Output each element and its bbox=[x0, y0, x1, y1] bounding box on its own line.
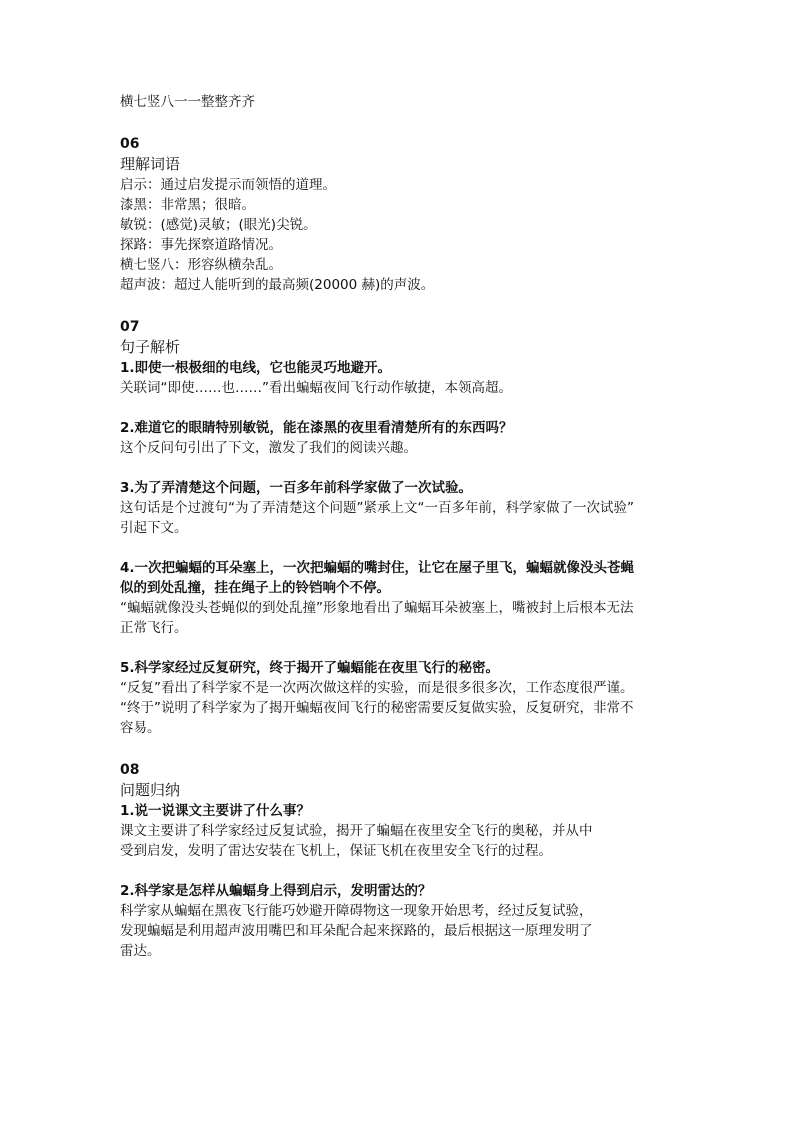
sentence-question: 似的到处乱撞，挂在绳子上的铃铛响个不停。 bbox=[120, 580, 390, 596]
sentence-analysis: “反复”看出了科学家不是一次两次做这样的实验，而是很多很多次，工作态度很严谨。 bbox=[120, 680, 634, 696]
definition-line: 横七竖八：形容纵横杂乱。 bbox=[120, 257, 282, 273]
sentence-question: 4.一次把蝙蝠的耳朵塞上，一次把蝙蝠的嘴封住，让它在屋子里飞，蝙蝠就像没头苍蝇 bbox=[120, 560, 635, 576]
definition-line: 启示：通过启发提示而领悟的道理。 bbox=[120, 177, 336, 193]
sentence-analysis: 关联词“即使……也……”看出蝙蝠夜间飞行动作敏捷，本领高超。 bbox=[120, 380, 512, 396]
section-title: 理解词语 bbox=[120, 155, 181, 173]
section-number: 07 bbox=[120, 319, 140, 335]
section-08 bbox=[120, 760, 680, 961]
section-number: 08 bbox=[120, 762, 140, 778]
answer: 雷达。 bbox=[120, 943, 161, 959]
section-title: 问题归纳 bbox=[120, 781, 181, 799]
question: 1.说一说课文主要讲了什么事？ bbox=[120, 803, 311, 819]
question: 2.科学家是怎样从蝙蝠身上得到启示，发明雷达的？ bbox=[120, 883, 432, 899]
section-06 bbox=[120, 134, 680, 295]
definition-line: 敏锐：(感觉)灵敏；(眼光)尖锐。 bbox=[120, 217, 317, 233]
answer: 课文主要讲了科学家经过反复试验，揭开了蝙蝠在夜里安全飞行的奥秘，并从中 bbox=[120, 823, 593, 839]
section-07 bbox=[120, 317, 680, 738]
sentence-analysis: 正常飞行。 bbox=[120, 620, 188, 636]
document-page bbox=[120, 92, 680, 961]
sentence-analysis: 引起下文。 bbox=[120, 520, 188, 536]
top-line: 横七竖八一一整整齐齐 bbox=[120, 94, 255, 110]
answer: 发现蝙蝠是利用超声波用嘴巴和耳朵配合起来探路的，最后根据这一原理发明了 bbox=[120, 923, 593, 939]
sentence-analysis: “终于”说明了科学家为了揭开蝙蝠夜间飞行的秘密需要反复做实验，反复研究，非常不 bbox=[120, 700, 634, 716]
sentence-analysis: “蝙蝠就像没头苍蝇似的到处乱撞”形象地看出了蝙蝠耳朵被塞上，嘴被封上后根本无法 bbox=[120, 600, 634, 616]
sentence-question: 1.即使一根极细的电线，它也能灵巧地避开。 bbox=[120, 360, 392, 376]
sentence-analysis: 这句话是个过渡句“为了弄清楚这个问题”紧承上文“一百多年前，科学家做了一次试验” bbox=[120, 500, 634, 516]
sentence-analysis: 这个反问句引出了下文，激发了我们的阅读兴趣。 bbox=[120, 440, 417, 456]
answer: 受到启发，发明了雷达安装在飞机上，保证飞机在夜里安全飞行的过程。 bbox=[120, 843, 552, 859]
sentence-question: 3.为了弄清楚这个问题，一百多年前科学家做了一次试验。 bbox=[120, 480, 473, 496]
sentence-question: 5.科学家经过反复研究，终于揭开了蝙蝠能在夜里飞行的秘密。 bbox=[120, 660, 500, 676]
answer: 科学家从蝙蝠在黑夜飞行能巧妙避开障碍物这一现象开始思考，经过反复试验， bbox=[120, 903, 593, 919]
definition-line: 超声波：超过人能听到的最高频(20000 赫)的声波。 bbox=[120, 277, 435, 293]
sentence-analysis: 容易。 bbox=[120, 720, 161, 736]
section-title: 句子解析 bbox=[120, 338, 181, 356]
definition-line: 探路：事先探察道路情况。 bbox=[120, 237, 282, 253]
section-number: 06 bbox=[120, 136, 140, 152]
sentence-question: 2.难道它的眼睛特别敏锐，能在漆黑的夜里看清楚所有的东西吗？ bbox=[120, 420, 513, 436]
definition-line: 漆黑：非常黑；很暗。 bbox=[120, 197, 255, 213]
